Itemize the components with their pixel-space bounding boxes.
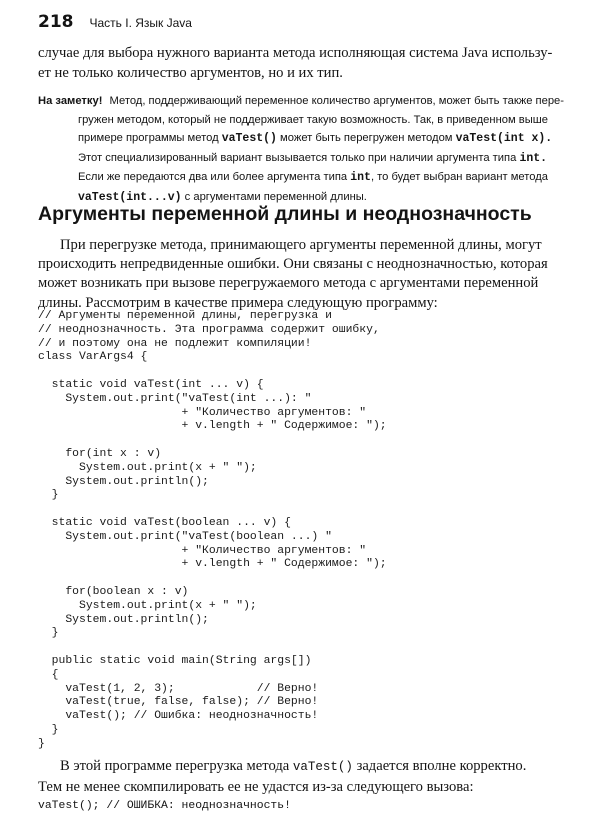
code-line: static void vaTest(boolean ... v) { — [38, 516, 291, 529]
code-line — [38, 365, 387, 379]
note-code: int — [350, 171, 371, 184]
code-line: System.out.print(x + " "); — [38, 599, 257, 612]
body-line: При перегрузке метода, принимающего аргументы переменной длины, могут — [60, 237, 542, 253]
page-number: 218 — [38, 12, 74, 32]
code-line: System.out.print("vaTest(int ...): " — [38, 392, 312, 405]
note-text: Если же передаются два или более аргумента типа — [78, 171, 348, 183]
note-text: может быть перегружен методом — [280, 132, 453, 144]
code-line: + "Количество аргументов: " — [38, 406, 367, 419]
closing-text: В этой программе перегрузка метода — [60, 758, 290, 774]
note-code: int. — [519, 151, 548, 165]
body-line — [38, 757, 566, 778]
code-line: System.out.println(); — [38, 613, 209, 626]
note-text: Этот специализированный вариант вызывается только при наличии аргумента типа — [78, 151, 517, 164]
note-line — [38, 149, 568, 169]
code-line: for(boolean x : v) — [38, 585, 189, 598]
section-heading: Аргументы переменной длины и неоднозначность — [38, 203, 532, 225]
closing-text: задается вполне корректно. — [356, 758, 527, 774]
code-line: // Аргументы переменной длины, перегрузка и — [38, 310, 332, 322]
note-line: гружен методом, который не поддерживает такую возможность. Так, в приведенном выше — [78, 113, 548, 126]
intro-line: ет не только количество аргументов, но и их тип. — [38, 65, 343, 81]
body-line: Тем не менее скомпилировать ее не удастся из-за следующего вызова: — [38, 778, 474, 795]
code-line: System.out.print(x + " "); — [38, 461, 257, 474]
note-text: с аргументами переменной длины. — [184, 190, 367, 203]
code-listing — [38, 310, 387, 752]
note-line — [38, 168, 568, 188]
code-line: + v.length + " Содержимое: "); — [38, 558, 387, 571]
code-line — [38, 641, 387, 655]
code-line: vaTest(1, 2, 3); // Верно! — [38, 682, 319, 695]
note-code: vaTest(int...v) — [78, 190, 182, 204]
code-line — [38, 503, 387, 517]
note-line — [38, 129, 568, 149]
final-code-line: vaTest(); // ОШИБКА: неоднозначность! — [38, 800, 291, 812]
code-line: for(int x : v) — [38, 447, 162, 460]
code-line: public static void main(String args[]) — [38, 654, 312, 667]
code-line: vaTest(true, false, false); // Верно! — [38, 696, 319, 709]
code-line: static void vaTest(int ... v) { — [38, 378, 264, 391]
code-line: System.out.print("vaTest(boolean ...) " — [38, 530, 332, 543]
code-line: class VarArgs4 { — [38, 351, 148, 364]
code-line: } — [38, 723, 59, 736]
intro-paragraph — [38, 43, 566, 83]
body-paragraph — [38, 236, 566, 313]
closing-paragraph — [38, 757, 566, 797]
code-line: } — [38, 737, 45, 750]
note-line — [38, 92, 568, 111]
intro-line: случае для выбора нужного варианта метода исполняющая система Java использу- — [38, 45, 553, 61]
code-line: + "Количество аргументов: " — [38, 544, 367, 557]
note-box — [38, 92, 568, 207]
code-line: { — [38, 668, 59, 681]
note-text: Метод, поддерживающий переменное количество аргументов, может быть также пере- — [109, 95, 564, 107]
note-label: На заметку! — [38, 95, 103, 107]
code-line: vaTest(); // Ошибка: неоднозначность! — [38, 710, 319, 723]
code-line: // неоднозначность. Эта программа содержит ошибку, — [38, 323, 380, 336]
code-line: } — [38, 489, 59, 502]
code-line — [38, 572, 387, 586]
note-code: vaTest() — [221, 132, 277, 145]
code-line — [38, 434, 387, 448]
code-line: // и поэтому она не подлежит компиляции! — [38, 337, 312, 350]
body-line: происходить непредвиденные ошибки. Они связаны с неоднозначностью, которая — [38, 256, 548, 273]
inline-code: vaTest() — [292, 760, 353, 774]
note-text: примере программы метод — [78, 132, 219, 144]
note-text: , то будет выбран вариант метода — [370, 171, 549, 183]
code-line: + v.length + " Содержимое: "); — [38, 420, 387, 433]
code-line: } — [38, 627, 59, 640]
body-line: может возникать при вызове перегружаемого метода с аргументами переменной — [38, 275, 539, 292]
note-code: vaTest(int x). — [455, 132, 553, 145]
page-header — [38, 12, 580, 36]
running-head: Часть I. Язык Java — [89, 16, 192, 30]
body-line: длины. Рассмотрим в качестве примера следующую программу: — [38, 294, 438, 311]
code-line: System.out.println(); — [38, 475, 209, 488]
